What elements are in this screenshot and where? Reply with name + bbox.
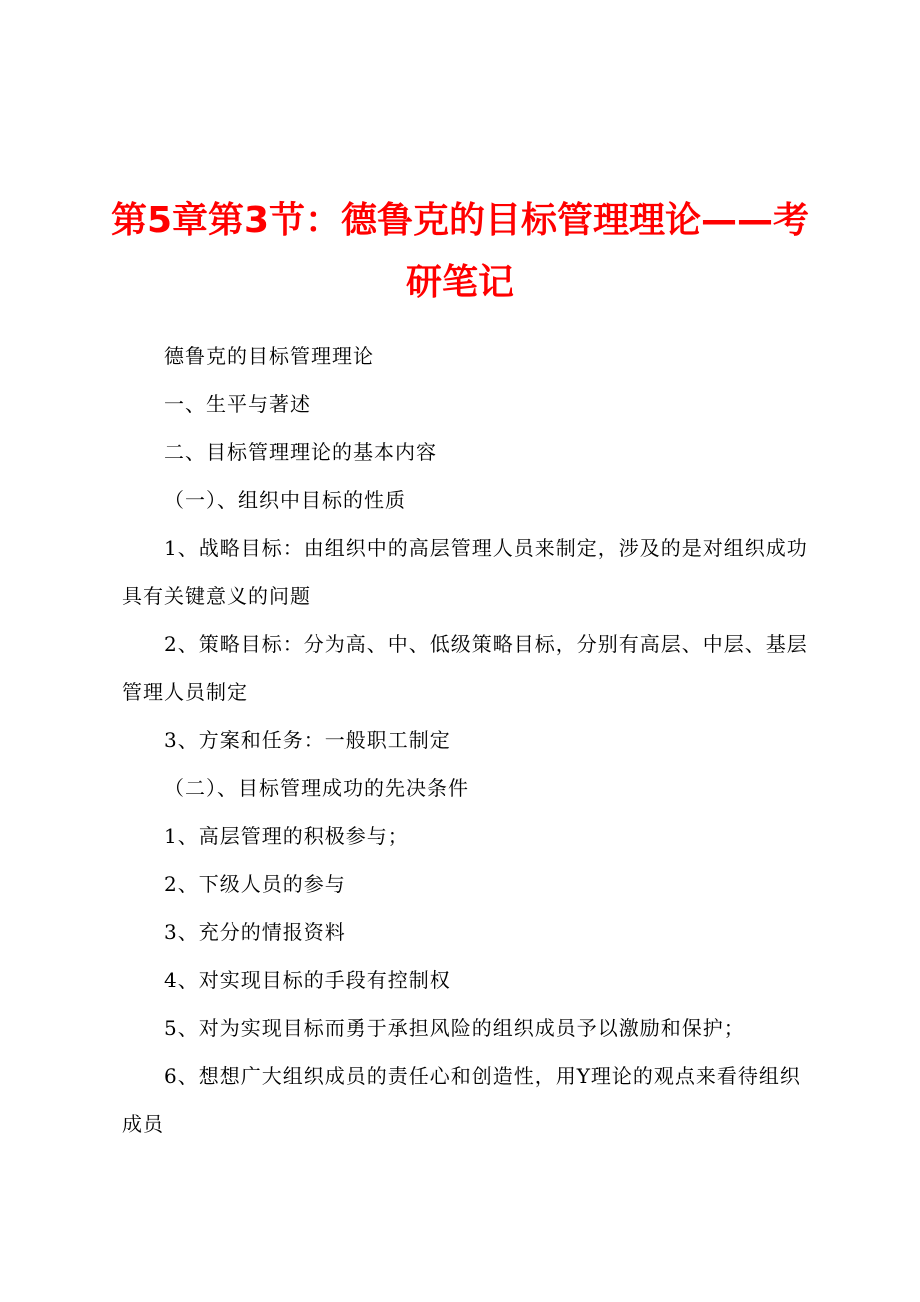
paragraph-10: 2、下级人员的参与 [164, 872, 346, 896]
paragraph-7: 3、方案和任务：一般职工制定 [164, 728, 451, 752]
paragraph-14: 6、想想广大组织成员的责任心和创造性，用Y理论的观点来看待组织成员 [122, 1064, 801, 1136]
paragraph-13: 5、对为实现目标而勇于承担风险的组织成员予以激励和保护； [164, 1016, 745, 1040]
paragraph-3: 二、目标管理理论的基本内容 [164, 440, 437, 464]
paragraph-2: 一、生平与著述 [164, 392, 311, 416]
paragraph-12: 4、对实现目标的手段有控制权 [164, 968, 451, 992]
document-title: 第5章第3节：德鲁克的目标管理理论——考研笔记 [110, 200, 810, 303]
document-body [122, 332, 812, 1148]
paragraph-5: 1、战略目标：由组织中的高层管理人员来制定，涉及的是对组织成功具有关键意义的问题 [122, 536, 808, 608]
paragraph-6: 2、策略目标：分为高、中、低级策略目标，分别有高层、中层、基层管理人员制定 [122, 632, 808, 704]
paragraph-1: 德鲁克的目标管理理论 [164, 344, 374, 368]
paragraph-8: （二）、目标管理成功的先决条件 [164, 776, 469, 800]
paragraph-4: （一）、组织中目标的性质 [164, 488, 406, 512]
paragraph-9: 1、高层管理的积极参与； [164, 824, 409, 848]
paragraph-11: 3、充分的情报资料 [164, 920, 346, 944]
